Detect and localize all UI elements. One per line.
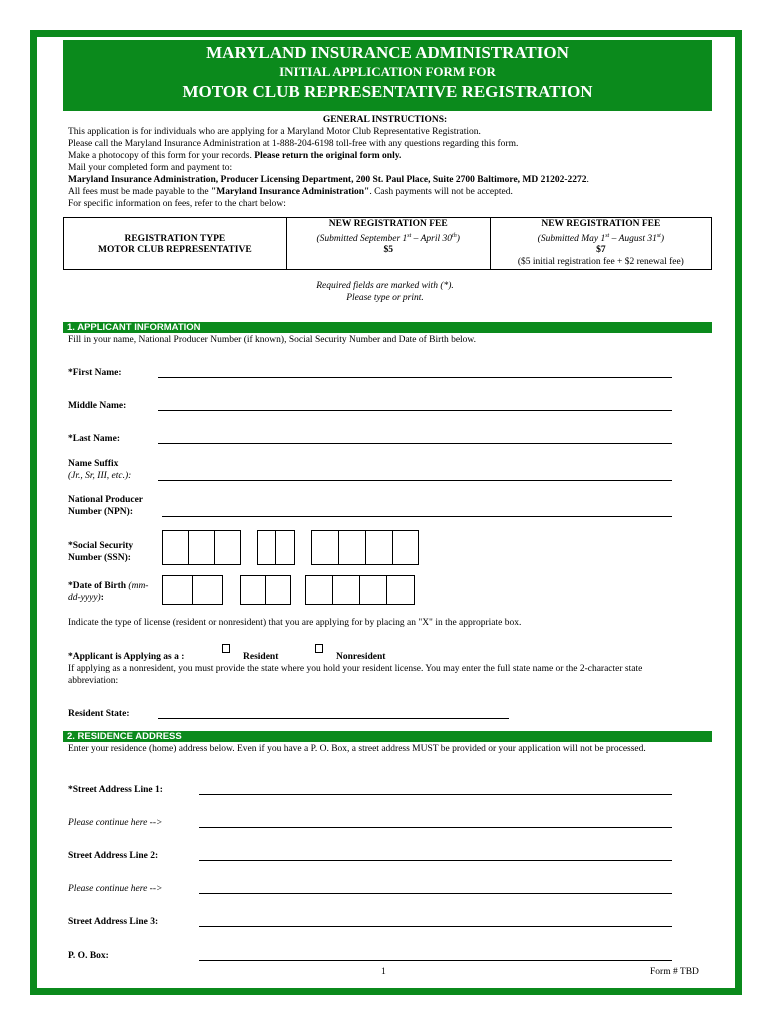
ssn-digit-box[interactable] xyxy=(275,530,295,565)
instructions-line: Please call the Maryland Insurance Administration at 1-888-204-6198 toll-free with any questions regarding this form. xyxy=(68,139,519,149)
ssn-digit-box[interactable] xyxy=(311,530,339,565)
resident-checkbox[interactable] xyxy=(222,644,230,656)
dob-digit-box[interactable] xyxy=(192,575,223,605)
instructions-line: This application is for individuals who are applying for a Maryland Motor Club Representative Registration. xyxy=(68,127,481,137)
ssn-digit-box[interactable] xyxy=(162,530,189,565)
nonresident-checkbox[interactable] xyxy=(315,644,323,656)
license-type-note: Indicate the type of license (resident or nonresident) that you are applying for by placing an "X" in the appropriate box. xyxy=(68,618,522,628)
dob-digit-box[interactable] xyxy=(265,575,291,605)
street-line1-label: *Street Address Line 1: xyxy=(68,785,163,795)
table-row xyxy=(64,218,712,270)
agency-title: MARYLAND INSURANCE ADMINISTRATION xyxy=(206,43,569,62)
mailing-address xyxy=(68,174,589,186)
colon: : xyxy=(100,593,104,603)
street-line2-label: Street Address Line 2: xyxy=(68,851,159,861)
section-intro: Fill in your name, National Producer Number (if known), Social Security Number and Date of Birth below. xyxy=(68,335,477,345)
resident-state-field[interactable] xyxy=(158,718,509,719)
instructions-line: For specific information on fees, refer to the chart below: xyxy=(68,199,286,209)
ssn-digit-box[interactable] xyxy=(188,530,215,565)
resident-state-label: Resident State: xyxy=(68,709,130,719)
ssn-digit-box[interactable] xyxy=(214,530,241,565)
fee-cell-summer xyxy=(490,218,711,270)
instructions-line: Mail your completed form and payment to: xyxy=(68,163,233,173)
registration-type-cell xyxy=(64,218,287,270)
dob-digit-box[interactable] xyxy=(359,575,387,605)
form-title: MOTOR CLUB REPRESENTATIVE REGISTRATION xyxy=(182,82,593,101)
fee-header: NEW REGISTRATION FEE xyxy=(541,219,661,229)
fee-period: (Submitted May 1st – August 31st) xyxy=(537,232,665,244)
suffix-hint: (Jr., Sr, III, etc.): xyxy=(68,471,132,481)
middle-name-field[interactable] xyxy=(158,410,672,411)
resident-label: Resident xyxy=(243,652,279,662)
npn-field[interactable] xyxy=(162,516,672,517)
suffix-field[interactable] xyxy=(158,480,672,481)
continue-label: Please continue here --> xyxy=(68,884,163,894)
continue-label: Please continue here --> xyxy=(68,818,163,828)
instructions-emphasis: Please return the original form only. xyxy=(254,151,402,161)
fee-header: NEW REGISTRATION FEE xyxy=(328,219,448,229)
dob-label xyxy=(68,592,104,604)
fee-table xyxy=(63,217,712,270)
instructions-text: All fees must be made payable to the xyxy=(68,187,211,197)
street-line3-label: Street Address Line 3: xyxy=(68,917,159,927)
npn-label: Number (NPN): xyxy=(68,507,133,517)
required-note: Required fields are marked with (*). xyxy=(316,281,454,291)
fee-note: ($5 initial registration fee + $2 renewal fee) xyxy=(517,256,684,267)
ssn-label: Number (SSN): xyxy=(68,553,131,563)
fee-period: (Submitted September 1st – April 30th) xyxy=(316,232,460,244)
registration-type-header: REGISTRATION TYPE xyxy=(124,233,226,244)
street-line2-continue-field[interactable] xyxy=(199,893,672,894)
form-header xyxy=(63,40,712,111)
first-name-field[interactable] xyxy=(158,377,672,378)
fee-amount: $7 xyxy=(596,245,606,256)
dob-hint: dd-yyyy) xyxy=(68,593,101,603)
mailing-address-text: Maryland Insurance Administration, Producer Licensing Department, 200 St. Paul Place, Suite 2700 Baltimore, MD 21202-2272 xyxy=(68,175,587,185)
last-name-field[interactable] xyxy=(158,443,672,444)
page-number: 1 xyxy=(381,967,386,977)
dob-digit-box[interactable] xyxy=(305,575,333,605)
dob-digit-box[interactable] xyxy=(386,575,415,605)
checkbox-icon xyxy=(315,644,323,653)
street-line1-continue-field[interactable] xyxy=(199,827,672,828)
ssn-digit-box[interactable] xyxy=(257,530,276,565)
type-note: Please type or print. xyxy=(346,293,424,303)
payee-name: "Maryland Insurance Administration" xyxy=(210,187,370,197)
section-intro: Enter your residence (home) address below. Even if you have a P. O. Box, a street address MUST be provided or your application will not be processed. xyxy=(68,744,646,754)
dob-digit-box[interactable] xyxy=(240,575,266,605)
npn-label: National Producer xyxy=(68,495,144,505)
instructions-line xyxy=(68,150,401,162)
ssn-digit-box[interactable] xyxy=(338,530,366,565)
nonresident-note: If applying as a nonresident, you must provide the state where you hold your resident license. You may enter the full state name or the 2-character state xyxy=(68,664,643,674)
street-line2-field[interactable] xyxy=(199,860,672,861)
section-residence-address: 2. RESIDENCE ADDRESS xyxy=(63,731,712,742)
form-number: Form # TBD xyxy=(650,967,699,977)
instructions-title: GENERAL INSTRUCTIONS: xyxy=(322,115,448,125)
dob-digit-box[interactable] xyxy=(162,575,193,605)
checkbox-icon xyxy=(222,644,230,653)
dob-label-text: *Date of Birth xyxy=(68,581,129,591)
instructions-text: Make a photocopy of this form for your records. xyxy=(68,151,255,161)
ssn-digit-box[interactable] xyxy=(365,530,393,565)
instructions-text: . Cash payments will not be accepted. xyxy=(369,187,513,197)
dob-digit-box[interactable] xyxy=(332,575,360,605)
po-box-label: P. O. Box: xyxy=(68,951,109,961)
ssn-digit-box[interactable] xyxy=(392,530,419,565)
street-line1-field[interactable] xyxy=(199,794,672,795)
middle-name-label: Middle Name: xyxy=(68,401,127,411)
last-name-label: *Last Name: xyxy=(68,434,120,444)
first-name-label: *First Name: xyxy=(68,368,122,378)
applying-as-label: *Applicant is Applying as a : xyxy=(68,652,185,662)
form-subtitle: INITIAL APPLICATION FORM FOR xyxy=(279,64,496,79)
section-applicant-information: 1. APPLICANT INFORMATION xyxy=(63,322,712,333)
instructions-line xyxy=(68,186,513,198)
fee-cell-fall xyxy=(286,218,490,270)
po-box-field[interactable] xyxy=(199,960,672,961)
ssn-label: *Social Security xyxy=(68,541,134,551)
nonresident-note: abbreviation: xyxy=(68,676,119,686)
fee-amount: $5 xyxy=(383,245,393,256)
nonresident-label: Nonresident xyxy=(336,652,386,662)
dob-hint: (mm- xyxy=(128,581,149,591)
period: . xyxy=(586,175,589,185)
dob-label xyxy=(68,580,148,592)
street-line3-field[interactable] xyxy=(199,926,672,927)
suffix-label: Name Suffix xyxy=(68,459,119,469)
registration-type-value: MOTOR CLUB REPRESENTATIVE xyxy=(98,245,252,256)
